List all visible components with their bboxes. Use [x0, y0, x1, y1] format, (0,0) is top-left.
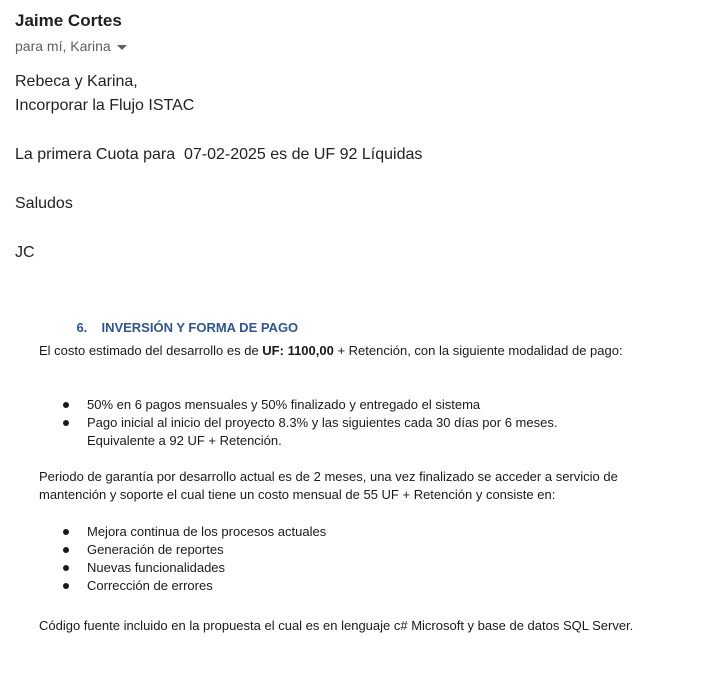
list-item-text: Nuevas funcionalidades [87, 560, 226, 575]
payment-list [62, 396, 557, 450]
sender-name: Jaime Cortes [15, 11, 122, 30]
bullet-icon [63, 583, 69, 589]
email-signature: JC [15, 244, 35, 261]
intro-text: + Retención, con la siguiente modalidad de pago: [333, 343, 623, 358]
services-list [62, 523, 326, 595]
list-item-text: 50% en 6 pagos mensuales y 50% finalizado y entregado el sistema [87, 397, 481, 412]
bullet-icon [63, 529, 69, 535]
list-item-continuation: Equivalente a 92 UF + Retención. [87, 433, 282, 448]
section-title: INVERSIÓN Y FORMA DE PAGO [101, 320, 299, 335]
bullet-icon [63, 402, 69, 408]
list-item-text: Pago inicial al inicio del proyecto 8.3% y las siguientes cada 30 días por 6 meses. [87, 415, 558, 430]
embedded-document-image [0, 290, 723, 690]
list-item [62, 577, 326, 595]
email-body-line: La primera Cuota para 07-02-2025 es de UF 92 Líquidas [15, 146, 423, 163]
chevron-down-icon[interactable] [117, 45, 127, 50]
intro-amount: UF: 1100,00 [262, 343, 334, 358]
bullet-icon [63, 420, 69, 426]
email-greeting: Rebeca y Karina, [15, 73, 138, 90]
list-item [62, 523, 326, 541]
email-closing: Saludos [15, 195, 73, 212]
recipients-label: para mí, Karina [15, 38, 111, 54]
list-item-text: Mejora continua de los procesos actuales [87, 524, 327, 539]
list-item-text: Generación de reportes [87, 542, 224, 557]
list-item [62, 414, 557, 450]
list-item [62, 396, 557, 414]
bullet-icon [63, 547, 69, 553]
warranty-paragraph: Periodo de garantía por desarrollo actual es de 2 meses, una vez finalizado se acceder a servicio de mantención y soporte el cual tiene un costo mensual de 55 UF + Retención y consiste en: [39, 469, 618, 502]
intro-paragraph [39, 342, 639, 360]
list-item-text: Corrección de errores [87, 578, 213, 593]
section-number: 6. [76, 320, 88, 335]
list-item [62, 559, 326, 577]
list-item [62, 541, 326, 559]
source-code-paragraph: Código fuente incluido en la propuesta el cual es en lenguaje c# Microsoft y base de datos SQL Server. [39, 618, 634, 633]
intro-text: El costo estimado del desarrollo es de [39, 343, 263, 358]
recipients-dropdown[interactable] [15, 37, 127, 55]
email-body-line: Incorporar la Flujo ISTAC [15, 97, 195, 114]
bullet-icon [63, 565, 69, 571]
